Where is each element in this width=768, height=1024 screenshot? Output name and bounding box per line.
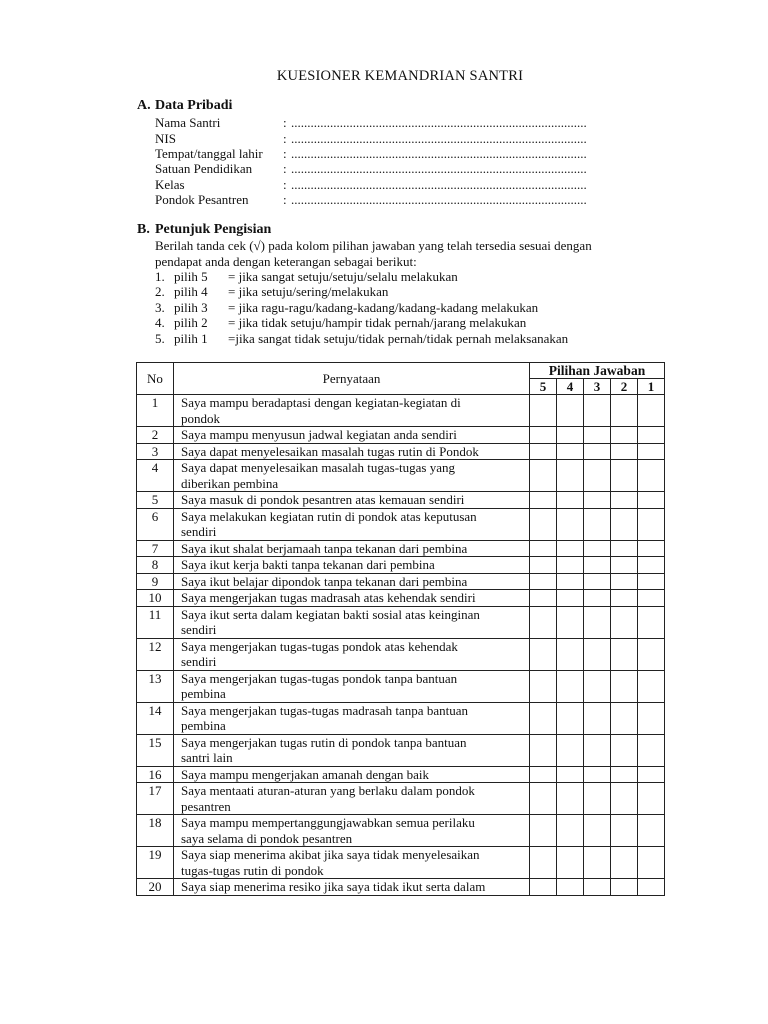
field-blank[interactable]: ........................................................................................... xyxy=(291,146,587,161)
statement-line: pembina xyxy=(181,718,226,733)
answer-checkbox-cell[interactable] xyxy=(584,847,611,879)
scale-option-choice: pilih 3 xyxy=(174,300,208,315)
answer-checkbox-cell[interactable] xyxy=(611,670,638,702)
statement-line: Saya dapat menyelesaikan masalah tugas rutin di Pondok xyxy=(181,443,479,459)
table-row xyxy=(137,847,665,879)
table-row xyxy=(137,815,665,847)
field-pondok-pesantren xyxy=(155,192,587,207)
section-a-letter: A. xyxy=(137,98,151,113)
answer-checkbox-cell[interactable] xyxy=(530,815,557,847)
answer-checkbox-cell[interactable] xyxy=(584,508,611,540)
answer-checkbox-cell[interactable] xyxy=(557,766,584,783)
statement-cell xyxy=(174,847,530,879)
field-kelas xyxy=(155,177,587,192)
scale-option xyxy=(155,284,388,299)
statement-line: pondok xyxy=(181,410,220,426)
statement-line: sendiri xyxy=(181,524,217,539)
statement-cell xyxy=(174,443,530,460)
table-row xyxy=(137,590,665,607)
section-a-heading xyxy=(137,98,232,114)
answer-checkbox-cell[interactable] xyxy=(584,879,611,896)
row-number: 14 xyxy=(137,702,174,734)
scale-option-number: 2. xyxy=(155,284,165,299)
answer-checkbox-cell[interactable] xyxy=(530,606,557,638)
option-header-3: 3 xyxy=(584,379,611,395)
row-number: 18 xyxy=(137,815,174,847)
statement-line: Saya mampu mempertanggungjawabkan semua perilaku xyxy=(181,815,475,830)
answer-checkbox-cell[interactable] xyxy=(638,638,665,670)
section-b-letter: B. xyxy=(137,222,150,237)
answer-checkbox-cell[interactable] xyxy=(530,427,557,444)
answer-checkbox-cell[interactable] xyxy=(611,815,638,847)
scale-option-number: 1. xyxy=(155,269,165,284)
scale-option-number: 3. xyxy=(155,300,165,315)
answer-checkbox-cell[interactable] xyxy=(557,783,584,815)
row-number: 10 xyxy=(137,590,174,607)
answer-checkbox-cell[interactable] xyxy=(530,734,557,766)
field-blank[interactable]: ........................................................................................... xyxy=(291,161,587,176)
row-number: 6 xyxy=(137,508,174,540)
scale-option-description: = jika tidak setuju/hampir tidak pernah/jarang melakukan xyxy=(228,315,527,330)
statement-line: Saya masuk di pondok pesantren atas kemauan sendiri xyxy=(181,492,465,507)
questionnaire-table xyxy=(136,362,665,896)
field-colon: : xyxy=(283,177,287,192)
scale-option-choice: pilih 4 xyxy=(174,284,208,299)
answer-checkbox-cell[interactable] xyxy=(584,427,611,444)
answer-checkbox-cell[interactable] xyxy=(530,590,557,607)
row-number: 20 xyxy=(137,879,174,896)
answer-checkbox-cell[interactable] xyxy=(638,606,665,638)
answer-checkbox-cell[interactable] xyxy=(611,702,638,734)
answer-checkbox-cell[interactable] xyxy=(638,815,665,847)
table-row xyxy=(137,879,665,896)
answer-checkbox-cell[interactable] xyxy=(530,443,557,460)
table-row xyxy=(137,766,665,783)
field-colon: : xyxy=(283,161,287,176)
scale-option-choice: pilih 1 xyxy=(174,331,208,346)
answer-checkbox-cell[interactable] xyxy=(530,573,557,590)
answer-checkbox-cell[interactable] xyxy=(638,443,665,460)
row-number: 4 xyxy=(137,460,174,492)
answer-checkbox-cell[interactable] xyxy=(557,573,584,590)
answer-checkbox-cell[interactable] xyxy=(530,492,557,509)
row-number: 2 xyxy=(137,427,174,444)
row-number: 1 xyxy=(137,395,174,427)
answer-checkbox-cell[interactable] xyxy=(557,734,584,766)
row-number: 9 xyxy=(137,573,174,590)
answer-checkbox-cell[interactable] xyxy=(530,395,557,427)
answer-checkbox-cell[interactable] xyxy=(557,508,584,540)
answer-checkbox-cell[interactable] xyxy=(611,427,638,444)
field-nama-santri xyxy=(155,115,587,130)
answer-checkbox-cell[interactable] xyxy=(557,815,584,847)
statement-cell xyxy=(174,492,530,509)
statement-line: Saya mengerjakan tugas-tugas pondok tanpa bantuan xyxy=(181,670,458,686)
statement-line: Saya ikut kerja bakti tanpa tekanan dari pembina xyxy=(181,557,435,572)
row-number: 17 xyxy=(137,783,174,815)
answer-checkbox-cell[interactable] xyxy=(611,508,638,540)
row-number: 13 xyxy=(137,670,174,702)
answer-checkbox-cell[interactable] xyxy=(557,638,584,670)
field-colon: : xyxy=(283,192,287,207)
statement-line: Saya ikut serta dalam kegiatan bakti sosial atas keinginan xyxy=(181,606,480,622)
questionnaire-body xyxy=(137,395,665,896)
answer-checkbox-cell[interactable] xyxy=(584,557,611,574)
section-b-heading xyxy=(137,222,271,238)
column-header-pernyataan: Pernyataan xyxy=(174,363,530,395)
table-row xyxy=(137,557,665,574)
answer-checkbox-cell[interactable] xyxy=(584,573,611,590)
statement-cell xyxy=(174,670,530,702)
statement-cell xyxy=(174,702,530,734)
statement-cell xyxy=(174,815,530,847)
table-header-row xyxy=(137,363,665,379)
statement-line: pembina xyxy=(181,686,226,701)
row-number: 19 xyxy=(137,847,174,879)
table-row xyxy=(137,638,665,670)
answer-checkbox-cell[interactable] xyxy=(584,395,611,427)
field-label: Tempat/tanggal lahir xyxy=(155,146,263,161)
statement-line: diberikan pembina xyxy=(181,475,279,491)
statement-line: Saya ikut belajar dipondok tanpa tekanan dari pembina xyxy=(181,573,468,589)
answer-checkbox-cell[interactable] xyxy=(611,734,638,766)
answer-checkbox-cell[interactable] xyxy=(638,766,665,783)
row-number: 11 xyxy=(137,606,174,638)
scale-option-choice: pilih 5 xyxy=(174,269,208,284)
table-row xyxy=(137,460,665,492)
field-label: Kelas xyxy=(155,177,185,192)
statement-line: pesantren xyxy=(181,798,231,814)
table-row xyxy=(137,508,665,540)
section-b-title: Petunjuk Pengisian xyxy=(155,222,272,237)
statement-cell xyxy=(174,427,530,444)
field-label: NIS xyxy=(155,131,176,146)
statement-cell xyxy=(174,783,530,815)
answer-checkbox-cell[interactable] xyxy=(584,734,611,766)
answer-checkbox-cell[interactable] xyxy=(638,540,665,557)
answer-checkbox-cell[interactable] xyxy=(611,573,638,590)
answer-checkbox-cell[interactable] xyxy=(557,590,584,607)
statement-line: tugas-tugas rutin di pondok xyxy=(181,862,324,878)
document-title: KUESIONER KEMANDRIAN SANTRI xyxy=(276,68,524,84)
answer-checkbox-cell[interactable] xyxy=(557,395,584,427)
table-row xyxy=(137,427,665,444)
answer-checkbox-cell[interactable] xyxy=(611,443,638,460)
table-row xyxy=(137,606,665,638)
answer-checkbox-cell[interactable] xyxy=(530,670,557,702)
statement-cell xyxy=(174,395,530,427)
option-header-5: 5 xyxy=(530,379,557,395)
answer-checkbox-cell[interactable] xyxy=(611,847,638,879)
column-header-pilihan-jawaban: Pilihan Jawaban xyxy=(530,363,665,379)
statement-line: Saya mengerjakan tugas rutin di pondok tanpa bantuan xyxy=(181,734,467,750)
answer-checkbox-cell[interactable] xyxy=(557,606,584,638)
option-header-2: 2 xyxy=(611,379,638,395)
answer-checkbox-cell[interactable] xyxy=(638,590,665,607)
field-colon: : xyxy=(283,115,287,130)
scale-option xyxy=(155,300,538,315)
answer-checkbox-cell[interactable] xyxy=(584,702,611,734)
statement-line: saya selama di pondok pesantren xyxy=(181,830,353,846)
answer-checkbox-cell[interactable] xyxy=(611,540,638,557)
answer-checkbox-cell[interactable] xyxy=(638,573,665,590)
answer-checkbox-cell[interactable] xyxy=(638,879,665,896)
table-row xyxy=(137,492,665,509)
scale-option-description: = jika setuju/sering/melakukan xyxy=(228,284,389,299)
answer-checkbox-cell[interactable] xyxy=(638,847,665,879)
answer-checkbox-cell[interactable] xyxy=(557,443,584,460)
field-satuan-pendidikan xyxy=(155,161,587,176)
statement-line: Saya melakukan kegiatan rutin di pondok atas keputusan xyxy=(181,508,477,524)
statement-line: Saya mengerjakan tugas-tugas pondok atas kehendak xyxy=(181,638,458,654)
statement-cell xyxy=(174,638,530,670)
table-row xyxy=(137,670,665,702)
statement-line: Saya mampu menyusun jadwal kegiatan anda sendiri xyxy=(181,427,457,442)
scale-option-description: = jika sangat setuju/setuju/selalu melakukan xyxy=(228,269,458,284)
statement-line: Saya dapat menyelesaikan masalah tugas-tugas yang xyxy=(181,460,455,475)
answer-checkbox-cell[interactable] xyxy=(611,590,638,607)
option-header-1: 1 xyxy=(638,379,665,395)
field-nis xyxy=(155,131,587,146)
answer-checkbox-cell[interactable] xyxy=(611,606,638,638)
field-label: Nama Santri xyxy=(155,115,221,130)
scale-option-choice: pilih 2 xyxy=(174,315,208,330)
scale-option-description: =jika sangat tidak setuju/tidak pernah/tidak pernah melaksanakan xyxy=(228,331,569,346)
statement-cell xyxy=(174,573,530,590)
answer-checkbox-cell[interactable] xyxy=(530,460,557,492)
answer-checkbox-cell[interactable] xyxy=(584,606,611,638)
answer-checkbox-cell[interactable] xyxy=(584,815,611,847)
answer-checkbox-cell[interactable] xyxy=(530,847,557,879)
statement-line: Saya mampu mengerjakan amanah dengan baik xyxy=(181,766,429,782)
scale-option-description: = jika ragu-ragu/kadang-kadang/kadang-kadang melakukan xyxy=(228,300,539,315)
answer-checkbox-cell[interactable] xyxy=(611,783,638,815)
table-row xyxy=(137,573,665,590)
field-blank[interactable]: ........................................................................................... xyxy=(291,131,587,146)
row-number: 12 xyxy=(137,638,174,670)
statement-line: Saya mengerjakan tugas madrasah atas kehendak sendiri xyxy=(181,590,476,605)
statement-line: Saya mentaati aturan-aturan yang berlaku dalam pondok xyxy=(181,783,475,798)
answer-checkbox-cell[interactable] xyxy=(611,557,638,574)
answer-checkbox-cell[interactable] xyxy=(638,460,665,492)
answer-checkbox-cell[interactable] xyxy=(611,879,638,896)
statement-line: Saya mengerjakan tugas-tugas madrasah tanpa bantuan xyxy=(181,702,468,718)
answer-checkbox-cell[interactable] xyxy=(584,766,611,783)
answer-checkbox-cell[interactable] xyxy=(557,492,584,509)
answer-checkbox-cell[interactable] xyxy=(584,540,611,557)
scale-option xyxy=(155,331,568,346)
answer-checkbox-cell[interactable] xyxy=(584,670,611,702)
field-blank[interactable]: ........................................................................................... xyxy=(291,115,587,130)
section-a-title: Data Pribadi xyxy=(155,98,233,113)
scale-option xyxy=(155,315,526,330)
table-row xyxy=(137,540,665,557)
answer-checkbox-cell[interactable] xyxy=(557,460,584,492)
statement-cell xyxy=(174,606,530,638)
statement-line: Saya siap menerima akibat jika saya tidak menyelesaikan xyxy=(181,847,480,862)
answer-checkbox-cell[interactable] xyxy=(611,460,638,492)
row-number: 8 xyxy=(137,557,174,574)
table-row xyxy=(137,443,665,460)
answer-checkbox-cell[interactable] xyxy=(584,783,611,815)
table-row xyxy=(137,702,665,734)
answer-checkbox-cell[interactable] xyxy=(638,427,665,444)
answer-checkbox-cell[interactable] xyxy=(557,847,584,879)
field-label: Pondok Pesantren xyxy=(155,192,249,207)
statement-line: sendiri xyxy=(181,622,217,637)
field-label: Satuan Pendidikan xyxy=(155,161,253,176)
answer-checkbox-cell[interactable] xyxy=(638,557,665,574)
instruction-line: Berilah tanda cek (√) pada kolom pilihan jawaban yang telah tersedia sesuai dengan xyxy=(155,238,592,253)
answer-checkbox-cell[interactable] xyxy=(530,702,557,734)
answer-checkbox-cell[interactable] xyxy=(638,395,665,427)
answer-checkbox-cell[interactable] xyxy=(557,670,584,702)
option-header-4: 4 xyxy=(557,379,584,395)
statement-cell xyxy=(174,460,530,492)
row-number: 16 xyxy=(137,766,174,783)
answer-checkbox-cell[interactable] xyxy=(584,638,611,670)
instruction-line: pendapat anda dengan keterangan sebagai berikut: xyxy=(155,254,417,269)
statement-cell xyxy=(174,879,530,896)
answer-checkbox-cell[interactable] xyxy=(638,492,665,509)
scale-option-number: 4. xyxy=(155,315,165,330)
scale-option-number: 5. xyxy=(155,331,165,346)
statement-cell xyxy=(174,540,530,557)
field-colon: : xyxy=(283,131,287,146)
answer-checkbox-cell[interactable] xyxy=(638,670,665,702)
answer-checkbox-cell[interactable] xyxy=(530,766,557,783)
answer-checkbox-cell[interactable] xyxy=(638,783,665,815)
row-number: 7 xyxy=(137,540,174,557)
column-header-no: No xyxy=(137,363,174,395)
statement-cell xyxy=(174,766,530,783)
statement-line: Saya siap menerima resiko jika saya tidak ikut serta dalam xyxy=(181,879,486,894)
row-number: 3 xyxy=(137,443,174,460)
row-number: 15 xyxy=(137,734,174,766)
answer-checkbox-cell[interactable] xyxy=(530,557,557,574)
answer-checkbox-cell[interactable] xyxy=(557,879,584,896)
answer-checkbox-cell[interactable] xyxy=(638,508,665,540)
scale-option xyxy=(155,269,458,284)
answer-checkbox-cell[interactable] xyxy=(638,734,665,766)
statement-line: santri lain xyxy=(181,750,233,765)
answer-checkbox-cell[interactable] xyxy=(557,702,584,734)
statement-line: sendiri xyxy=(181,654,217,669)
field-tempat-tanggal-lahir xyxy=(155,146,587,161)
statement-line: Saya mampu beradaptasi dengan kegiatan-kegiatan di xyxy=(181,395,461,410)
answer-checkbox-cell[interactable] xyxy=(584,460,611,492)
field-colon: : xyxy=(283,146,287,161)
answer-checkbox-cell[interactable] xyxy=(530,879,557,896)
table-row xyxy=(137,734,665,766)
statement-line: Saya ikut shalat berjamaah tanpa tekanan dari pembina xyxy=(181,540,468,556)
table-row xyxy=(137,395,665,427)
answer-checkbox-cell[interactable] xyxy=(530,783,557,815)
answer-checkbox-cell[interactable] xyxy=(611,395,638,427)
answer-checkbox-cell[interactable] xyxy=(530,638,557,670)
answer-checkbox-cell[interactable] xyxy=(584,492,611,509)
answer-checkbox-cell[interactable] xyxy=(530,508,557,540)
statement-cell xyxy=(174,508,530,540)
answer-checkbox-cell[interactable] xyxy=(557,427,584,444)
answer-checkbox-cell[interactable] xyxy=(557,557,584,574)
statement-cell xyxy=(174,557,530,574)
field-blank[interactable]: ........................................................................................... xyxy=(291,177,587,192)
answer-checkbox-cell[interactable] xyxy=(584,443,611,460)
answer-checkbox-cell[interactable] xyxy=(638,702,665,734)
row-number: 5 xyxy=(137,492,174,509)
answer-checkbox-cell[interactable] xyxy=(584,590,611,607)
answer-checkbox-cell[interactable] xyxy=(611,766,638,783)
answer-checkbox-cell[interactable] xyxy=(530,540,557,557)
answer-checkbox-cell[interactable] xyxy=(557,540,584,557)
answer-checkbox-cell[interactable] xyxy=(611,638,638,670)
field-blank[interactable]: ........................................................................................... xyxy=(291,192,587,207)
statement-cell xyxy=(174,734,530,766)
answer-checkbox-cell[interactable] xyxy=(611,492,638,509)
statement-cell xyxy=(174,590,530,607)
table-row xyxy=(137,783,665,815)
